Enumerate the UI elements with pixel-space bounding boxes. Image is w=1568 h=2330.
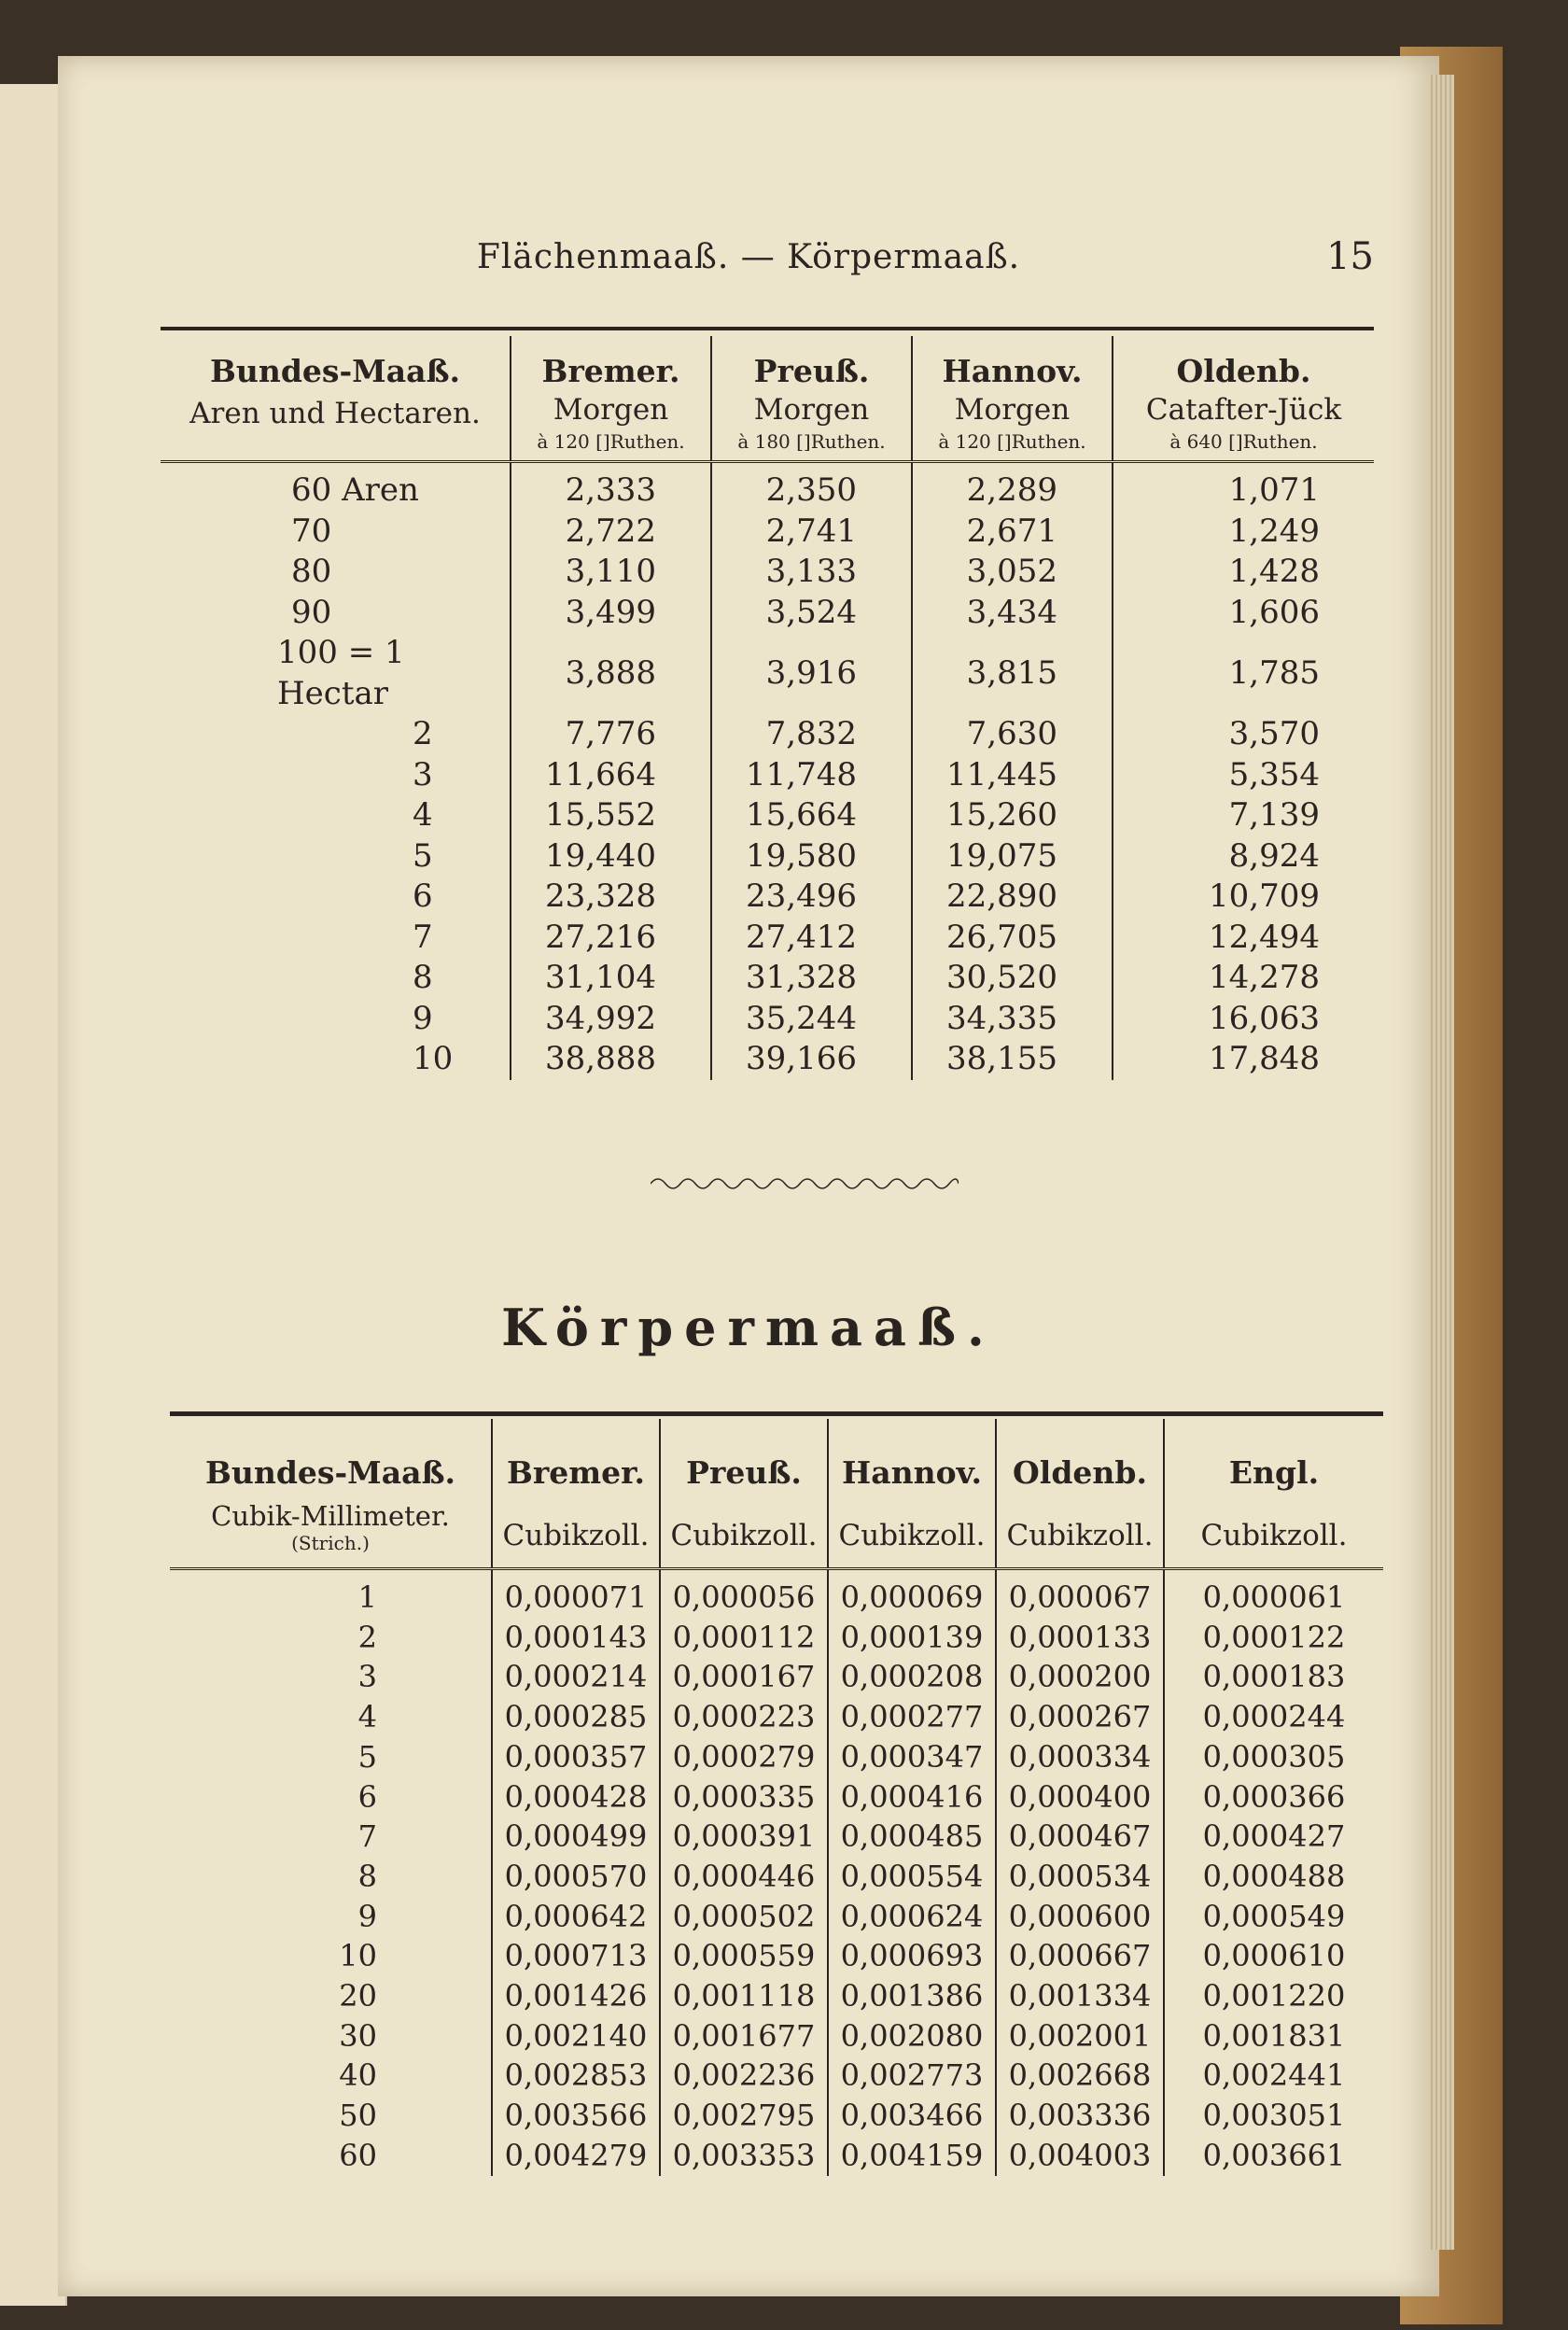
value-cell: 0,000400 (996, 1777, 1164, 1818)
value-cell: 15,664 (711, 795, 912, 836)
table-row (161, 836, 1374, 877)
header-title: Bundes-Maaß. (204, 1454, 456, 1491)
row-label-cell: 2 (357, 1619, 377, 1655)
table-row (161, 552, 1374, 593)
value-cell: 15,552 (511, 795, 711, 836)
value-cell: 27,216 (511, 918, 711, 959)
table-row (170, 2096, 1383, 2136)
row-label-cell: 80 (291, 553, 332, 590)
value-cell: 7,139 (1113, 795, 1374, 836)
value-cell: 0,000061 (1164, 1569, 1383, 1618)
table1-body (161, 462, 1374, 1080)
table1-header-col-2 (711, 336, 912, 462)
row-label-cell: 7 (413, 918, 433, 956)
value-cell: 27,412 (711, 918, 912, 959)
row-label-cell: 4 (357, 1699, 377, 1735)
value-cell: 0,002441 (1164, 2056, 1383, 2096)
value-cell: 0,002773 (828, 2056, 996, 2096)
value-cell: 0,000285 (492, 1697, 660, 1737)
value-cell: 3,916 (711, 633, 912, 714)
top-rule-table1 (161, 327, 1374, 330)
table-row (170, 1569, 1383, 1618)
value-cell: 0,000112 (660, 1618, 828, 1658)
header-title: Engl. (1228, 1454, 1320, 1491)
row-label-cell: 20 (339, 1978, 377, 2014)
value-cell: 16,063 (1113, 999, 1374, 1040)
row-label-cell: 4 (413, 796, 433, 834)
value-cell: 0,003051 (1164, 2096, 1383, 2136)
value-cell: 2,289 (912, 462, 1113, 512)
value-cell: 5,354 (1113, 755, 1374, 796)
table-row (161, 877, 1374, 918)
header-title: Bundes-Maaß. (209, 353, 461, 389)
row-label-cell: 1 (357, 1579, 377, 1615)
value-cell: 19,580 (711, 836, 912, 877)
value-cell: 0,000559 (660, 1936, 828, 1976)
value-cell: 17,848 (1113, 1039, 1374, 1080)
row-label-cell: 8 (357, 1858, 377, 1894)
value-cell: 0,000347 (828, 1737, 996, 1777)
value-cell: 0,003353 (660, 2136, 828, 2176)
value-cell: 0,000267 (996, 1697, 1164, 1737)
header-sub: Morgen (954, 393, 1071, 427)
value-cell: 0,004159 (828, 2136, 996, 2176)
row-label-cell: 50 (339, 2098, 377, 2134)
table-row (161, 1039, 1374, 1080)
row-label-cell: 90 (291, 593, 332, 631)
table2-header-col-3 (828, 1419, 996, 1569)
value-cell: 0,000305 (1164, 1737, 1383, 1777)
value-cell: 31,104 (511, 958, 711, 999)
value-cell: 1,428 (1113, 552, 1374, 593)
value-cell: 34,335 (912, 999, 1113, 1040)
value-cell: 3,133 (711, 552, 912, 593)
value-cell: 0,000139 (828, 1618, 996, 1658)
value-cell: 15,260 (912, 795, 1113, 836)
header-title: Bremer. (506, 1454, 646, 1491)
value-cell: 0,000244 (1164, 1697, 1383, 1737)
value-cell: 0,000499 (492, 1817, 660, 1857)
value-cell: 3,570 (1113, 714, 1374, 755)
row-label-cell: 30 (339, 2017, 377, 2054)
row-label-cell: 8 (413, 959, 433, 996)
value-cell: 0,003661 (1164, 2136, 1383, 2176)
value-cell: 0,002140 (492, 2016, 660, 2056)
table1-header-col-1 (511, 336, 711, 462)
value-cell: 23,496 (711, 877, 912, 918)
table2-header-col-2 (660, 1419, 828, 1569)
value-cell: 0,000467 (996, 1817, 1164, 1857)
header-sub: Cubikzoll. (838, 1519, 986, 1552)
header-sub: Cubikzoll. (1200, 1519, 1348, 1552)
value-cell: 0,002001 (996, 2016, 1164, 2056)
value-cell: 0,000391 (660, 1817, 828, 1857)
header-sub: Morgen (553, 393, 669, 427)
value-cell: 0,000122 (1164, 1618, 1383, 1658)
row-label-cell: 3 (413, 755, 433, 793)
value-cell: 39,166 (711, 1039, 912, 1080)
value-cell: 19,440 (511, 836, 711, 877)
value-cell: 2,671 (912, 512, 1113, 553)
value-cell: 0,000071 (492, 1569, 660, 1618)
header-sub: Cubik-Millimeter. (211, 1500, 450, 1532)
value-cell: 0,000067 (996, 1569, 1164, 1618)
value-cell: 0,000554 (828, 1857, 996, 1897)
value-cell: 0,000667 (996, 1936, 1164, 1976)
header-note: Aren und Hectaren. (189, 397, 481, 430)
header-note: à 120 []Ruthen. (537, 430, 685, 453)
row-label-cell: 10 (413, 1040, 454, 1077)
value-cell: 0,004279 (492, 2136, 660, 2176)
table-row (170, 1657, 1383, 1697)
value-cell: 0,001386 (828, 1976, 996, 2016)
value-cell: 0,001118 (660, 1976, 828, 2016)
table-row (161, 512, 1374, 553)
value-cell: 0,000366 (1164, 1777, 1383, 1818)
table-row (170, 1737, 1383, 1777)
value-cell: 0,000485 (828, 1817, 996, 1857)
row-label-cell: 9 (357, 1898, 377, 1934)
value-cell: 0,001831 (1164, 2016, 1383, 2056)
value-cell: 14,278 (1113, 958, 1374, 999)
table1-header-col-3 (912, 336, 1113, 462)
value-cell: 0,003466 (828, 2096, 996, 2136)
header-sub: Cubikzoll. (502, 1519, 650, 1552)
value-cell: 0,000427 (1164, 1817, 1383, 1857)
value-cell: 0,001677 (660, 2016, 828, 2056)
value-cell: 0,001220 (1164, 1976, 1383, 2016)
table-row (161, 918, 1374, 959)
value-cell: 0,000502 (660, 1897, 828, 1937)
row-label-cell: 40 (339, 2057, 377, 2094)
value-cell: 3,524 (711, 593, 912, 634)
value-cell: 8,924 (1113, 836, 1374, 877)
value-cell: 0,004003 (996, 2136, 1164, 2176)
table-row (161, 795, 1374, 836)
header-title: Preuß. (753, 353, 870, 389)
row-label-cell: 3 (357, 1659, 377, 1695)
header-title: Hannov. (842, 1454, 982, 1491)
value-cell: 7,630 (912, 714, 1113, 755)
value-cell: 38,155 (912, 1039, 1113, 1080)
table2-header-col-1 (492, 1419, 660, 1569)
value-cell: 2,722 (511, 512, 711, 553)
header-sub: Morgen (753, 393, 870, 427)
value-cell: 1,071 (1113, 462, 1374, 512)
value-cell: 35,244 (711, 999, 912, 1040)
table-row (161, 593, 1374, 634)
row-label-cell: 9 (413, 999, 433, 1037)
value-cell: 26,705 (912, 918, 1113, 959)
table-row (161, 633, 1374, 714)
value-cell: 12,494 (1113, 918, 1374, 959)
top-rule-table2 (170, 1411, 1383, 1416)
table-row (161, 958, 1374, 999)
page-edges (1428, 75, 1454, 2250)
table2-header-col-5 (1164, 1419, 1383, 1569)
value-cell: 7,776 (511, 714, 711, 755)
value-cell: 0,003566 (492, 2096, 660, 2136)
value-cell: 11,748 (711, 755, 912, 796)
table-row (161, 755, 1374, 796)
value-cell: 0,000713 (492, 1936, 660, 1976)
value-cell: 19,075 (912, 836, 1113, 877)
header-sub: Cubikzoll. (670, 1519, 818, 1552)
value-cell: 0,000642 (492, 1897, 660, 1937)
row-label-cell: 5 (413, 836, 433, 875)
value-cell: 31,328 (711, 958, 912, 999)
value-cell: 0,000488 (1164, 1857, 1383, 1897)
value-cell: 0,000069 (828, 1569, 996, 1618)
row-label-cell: 2 (413, 715, 433, 752)
value-cell: 11,445 (912, 755, 1113, 796)
value-cell: 0,002236 (660, 2056, 828, 2096)
table2-body (170, 1569, 1383, 2176)
value-cell: 0,000446 (660, 1857, 828, 1897)
value-cell: 0,001334 (996, 1976, 1164, 2016)
row-label-cell: 6 (357, 1778, 377, 1815)
value-cell: 0,000416 (828, 1777, 996, 1818)
table-row (170, 2016, 1383, 2056)
value-cell: 1,249 (1113, 512, 1374, 553)
table-row (170, 2056, 1383, 2096)
value-cell: 38,888 (511, 1039, 711, 1080)
page-number: 15 (1326, 235, 1374, 278)
table1-header-col-0 (161, 336, 511, 462)
value-cell: 23,328 (511, 877, 711, 918)
table-row (170, 2136, 1383, 2176)
value-cell: 0,000549 (1164, 1897, 1383, 1937)
value-cell: 2,333 (511, 462, 711, 512)
value-cell: 3,499 (511, 593, 711, 634)
value-cell: 0,000335 (660, 1777, 828, 1818)
value-cell: 7,832 (711, 714, 912, 755)
table-row (170, 1976, 1383, 2016)
header-title: Bremer. (541, 353, 680, 389)
volume-measure-table (170, 1419, 1383, 2176)
value-cell: 0,001426 (492, 1976, 660, 2016)
value-cell: 1,785 (1113, 633, 1374, 714)
table-row (170, 1777, 1383, 1818)
value-cell: 3,052 (912, 552, 1113, 593)
table1-header-row (161, 336, 1374, 462)
table2-header-col-4 (996, 1419, 1164, 1569)
table-row (170, 1857, 1383, 1897)
value-cell: 2,741 (711, 512, 912, 553)
value-cell: 0,000208 (828, 1657, 996, 1697)
table-row (161, 999, 1374, 1040)
value-cell: 2,350 (711, 462, 912, 512)
value-cell: 0,000133 (996, 1618, 1164, 1658)
value-cell: 0,000693 (828, 1936, 996, 1976)
value-cell: 0,000570 (492, 1857, 660, 1897)
row-label-cell: 100 = 1 Hectar (277, 634, 405, 712)
value-cell: 0,000200 (996, 1657, 1164, 1697)
area-measure-table (161, 336, 1374, 1080)
header-note: à 120 []Ruthen. (938, 430, 1086, 453)
header-title: Oldenb. (1176, 353, 1311, 389)
row-label-cell: 5 (357, 1738, 377, 1775)
value-cell: 0,000277 (828, 1697, 996, 1737)
table-row (161, 714, 1374, 755)
value-cell: 0,000334 (996, 1737, 1164, 1777)
ornamental-divider (651, 1174, 959, 1193)
value-cell: 0,000600 (996, 1897, 1164, 1937)
value-cell: 0,002853 (492, 2056, 660, 2096)
table2-header-col-0 (170, 1419, 492, 1569)
value-cell: 0,002668 (996, 2056, 1164, 2096)
value-cell: 0,000214 (492, 1657, 660, 1697)
header-note: à 180 []Ruthen. (737, 430, 886, 453)
value-cell: 3,888 (511, 633, 711, 714)
table-row (170, 1697, 1383, 1737)
header-title: Oldenb. (1013, 1454, 1147, 1491)
table-row (170, 1897, 1383, 1937)
value-cell: 0,000223 (660, 1697, 828, 1737)
row-label-cell: 60 (339, 2137, 377, 2173)
table-row (170, 1817, 1383, 1857)
value-cell: 0,000183 (1164, 1657, 1383, 1697)
value-cell: 11,664 (511, 755, 711, 796)
table1-header-col-4 (1113, 336, 1374, 462)
running-head: Flächenmaaß. — Körpermaaß. (476, 238, 1021, 276)
header-sub: Cubikzoll. (1006, 1519, 1154, 1552)
value-cell: 0,000610 (1164, 1936, 1383, 1976)
table2-header-row (170, 1419, 1383, 1569)
header-note: (Strich.) (291, 1532, 370, 1554)
value-cell: 1,606 (1113, 593, 1374, 634)
value-cell: 0,002080 (828, 2016, 996, 2056)
row-label-cell: 70 (291, 512, 332, 550)
header-title: Hannov. (942, 353, 1083, 389)
table-row (170, 1618, 1383, 1658)
row-label-cell: 7 (357, 1818, 377, 1855)
value-cell: 0,003336 (996, 2096, 1164, 2136)
header-note: à 640 []Ruthen. (1169, 430, 1318, 453)
value-cell: 0,000143 (492, 1618, 660, 1658)
value-cell: 0,000279 (660, 1737, 828, 1777)
row-label-cell: 10 (339, 1938, 377, 1974)
table-row (170, 1936, 1383, 1976)
section-title: Körpermaaß. (501, 1298, 996, 1357)
row-label-cell: 6 (413, 877, 433, 915)
value-cell: 30,520 (912, 958, 1113, 999)
header-title: Preuß. (686, 1454, 802, 1491)
value-cell: 0,000534 (996, 1857, 1164, 1897)
value-cell: 0,000056 (660, 1569, 828, 1618)
value-cell: 10,709 (1113, 877, 1374, 918)
value-cell: 22,890 (912, 877, 1113, 918)
value-cell: 0,002795 (660, 2096, 828, 2136)
value-cell: 0,000428 (492, 1777, 660, 1818)
table-row (161, 462, 1374, 512)
value-cell: 0,000624 (828, 1897, 996, 1937)
book-page (58, 56, 1439, 2296)
value-cell: 0,000357 (492, 1737, 660, 1777)
value-cell: 3,815 (912, 633, 1113, 714)
header-sub: Catafter-Jück (1145, 393, 1342, 427)
value-cell: 3,110 (511, 552, 711, 593)
value-cell: 3,434 (912, 593, 1113, 634)
value-cell: 34,992 (511, 999, 711, 1040)
row-label-cell: 60 Aren (291, 471, 419, 509)
value-cell: 0,000167 (660, 1657, 828, 1697)
